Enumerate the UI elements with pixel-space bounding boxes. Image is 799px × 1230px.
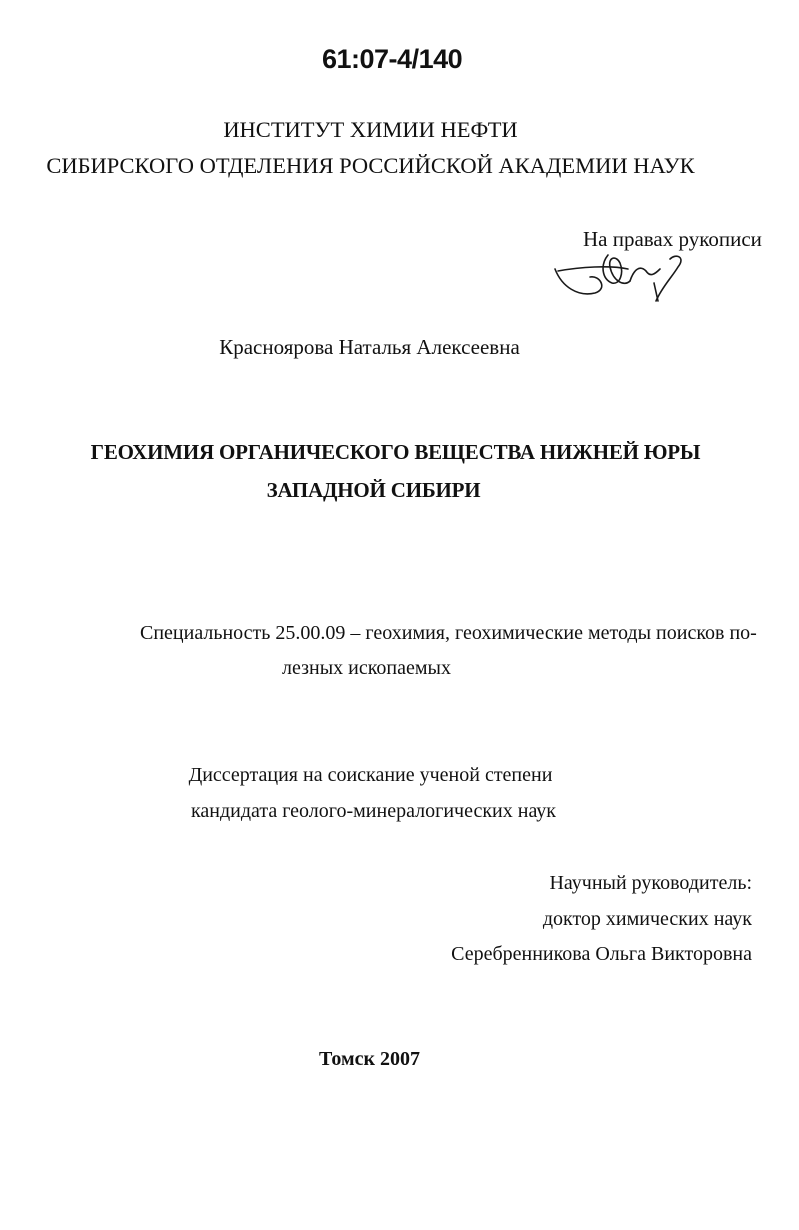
supervisor-label: Научный руководитель: [549, 872, 752, 894]
city-year: Томск 2007 [318, 1048, 421, 1070]
handwritten-signature [550, 247, 690, 307]
catalog-number: 61:07-4/140 [322, 44, 463, 74]
manuscript-note: На правах рукописи [583, 227, 762, 251]
specialty-line-2: лезных ископаемых [282, 657, 451, 679]
dissertation-line-2: кандидата геолого-минералогических наук [190, 800, 557, 822]
dissertation-line-1: Диссертация на соискание ученой степени [188, 764, 553, 786]
institute-line-1: ИНСТИТУТ ХИМИИ НЕФТИ [223, 117, 518, 142]
supervisor-degree: доктор химических наук [542, 908, 752, 930]
institute-line-2: СИБИРСКОГО ОТДЕЛЕНИЯ РОССИЙСКОЙ АКАДЕМИИ НАУК [46, 153, 695, 178]
supervisor-name: Серебренникова Ольга Викторовна [451, 943, 752, 965]
signature-stroke-1 [555, 269, 602, 294]
thesis-title-line-1: ГЕОХИМИЯ ОРГАНИЧЕСКОГО ВЕЩЕСТВА НИЖНЕЙ ЮРЫ [90, 440, 701, 464]
author-name: Красноярова Наталья Алексеевна [219, 335, 520, 359]
signature-stroke-2 [558, 267, 628, 271]
thesis-title-line-2: ЗАПАДНОЙ СИБИРИ [266, 478, 481, 502]
signature-stroke-5 [656, 256, 681, 301]
specialty-line-1: Специальность 25.00.09 – геохимия, геохимические методы поисков по- [140, 622, 757, 644]
signature-stroke-4 [630, 268, 660, 281]
signature-stroke-6 [654, 283, 658, 301]
